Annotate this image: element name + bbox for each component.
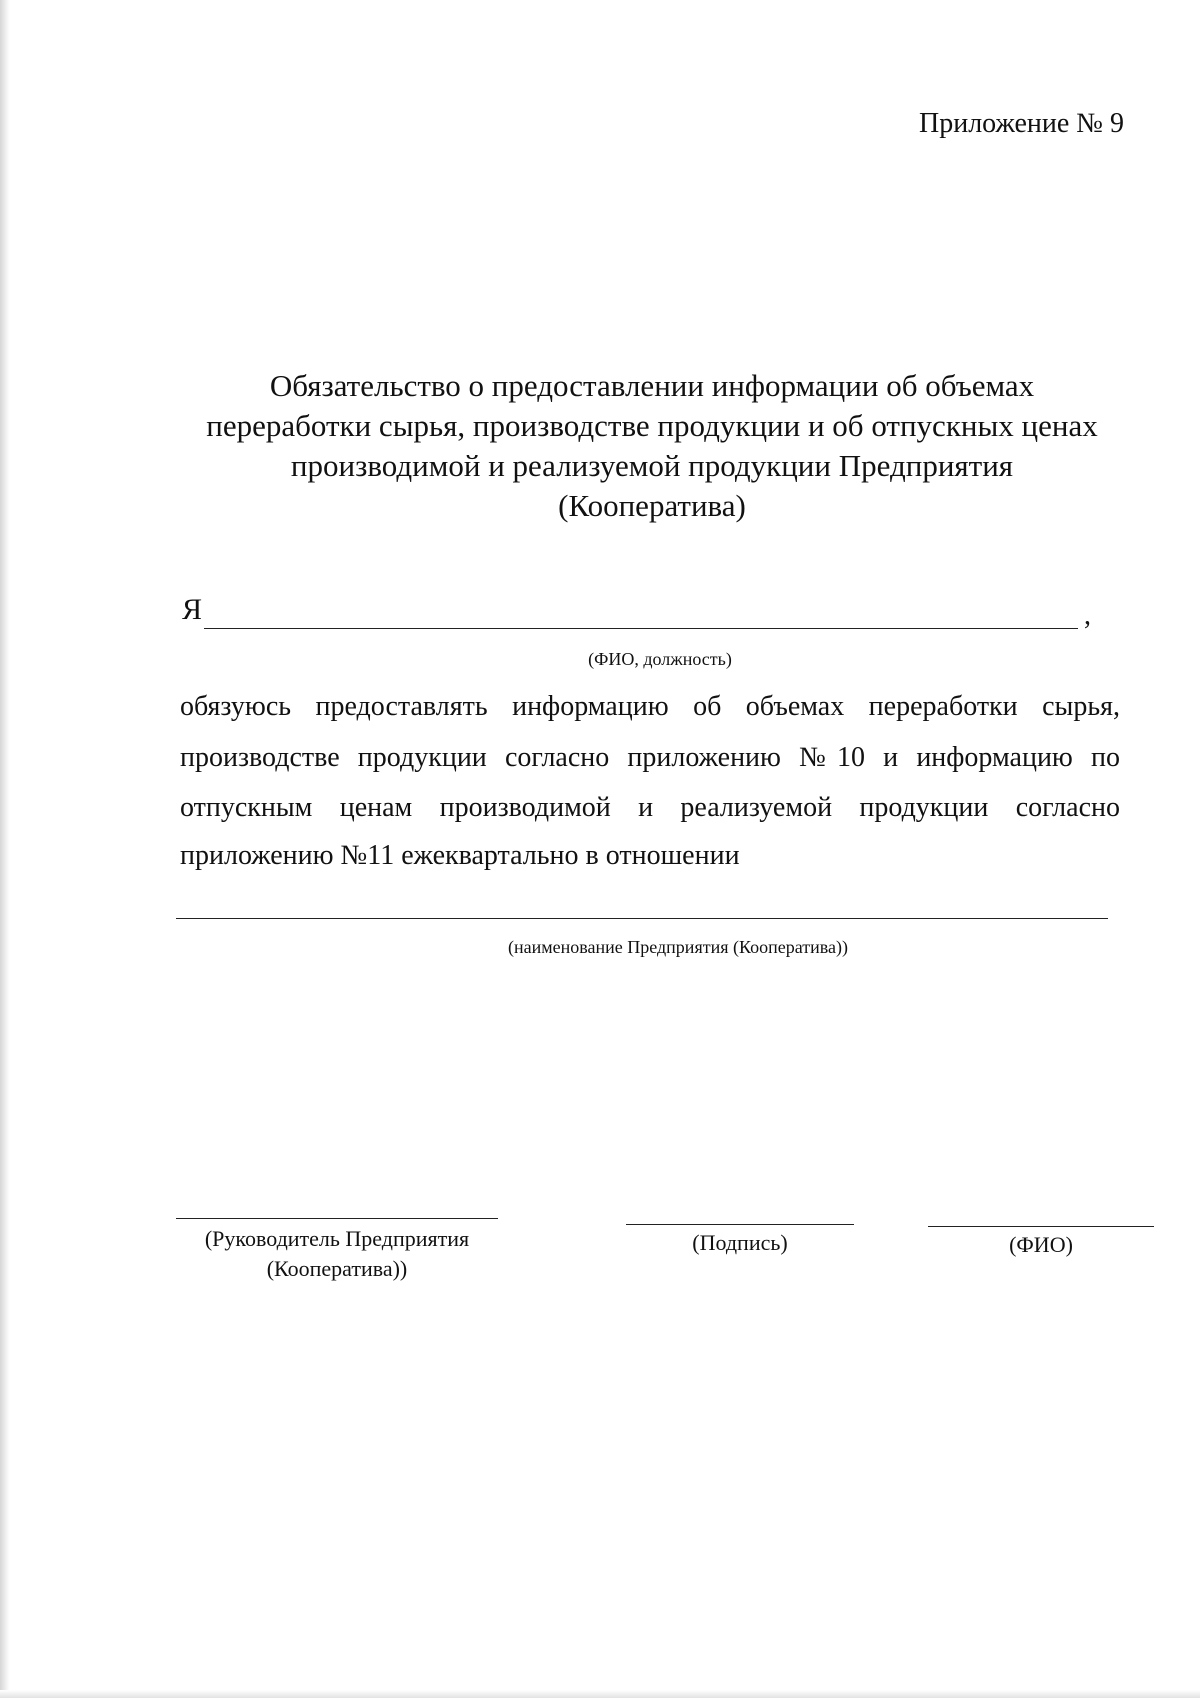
signature-caption: (Подпись) bbox=[692, 1230, 788, 1255]
declarant-row bbox=[182, 592, 1112, 632]
signature-field[interactable] bbox=[626, 1224, 854, 1225]
declarant-pronoun: Я bbox=[182, 593, 203, 626]
scan-bottom-edge bbox=[0, 1690, 1200, 1698]
head-title-caption-line: (Кооператива)) bbox=[266, 1256, 408, 1281]
body-text-line: обязуюсь предоставлять информацию об объемах переработки сырья, bbox=[180, 691, 1120, 722]
body-text-line: отпускным ценам производимой и реализуемой продукции согласно bbox=[180, 792, 1120, 823]
head-title-caption bbox=[176, 1224, 498, 1284]
declarant-name-field[interactable] bbox=[204, 628, 1078, 629]
title-line: переработки сырья, производстве продукции и об отпускных ценах bbox=[206, 408, 1098, 443]
title-line: Обязательство о предоставлении информации об объемах bbox=[269, 368, 1035, 403]
title-line: (Кооператива) bbox=[558, 488, 746, 523]
organization-name-field[interactable] bbox=[176, 918, 1108, 919]
body-text-line: приложению №11 ежеквартально в отношении bbox=[180, 840, 740, 871]
head-title-caption-line: (Руководитель Предприятия bbox=[204, 1226, 470, 1251]
scan-left-edge bbox=[0, 0, 10, 1698]
appendix-number: Приложение № 9 bbox=[919, 108, 1124, 139]
fio-caption: (ФИО) bbox=[1009, 1232, 1073, 1257]
fio-position-hint: (ФИО, должность) bbox=[588, 649, 732, 669]
head-fio-field[interactable] bbox=[928, 1226, 1154, 1227]
document-title bbox=[160, 366, 1144, 526]
organization-name-hint: (наименование Предприятия (Кооператива)) bbox=[508, 937, 848, 957]
head-title-field[interactable] bbox=[176, 1218, 498, 1219]
body-text-line: производстве продукции согласно приложению №10 и информацию по bbox=[180, 742, 1120, 773]
declarant-comma: , bbox=[1084, 600, 1091, 631]
title-line: производимой и реализуемой продукции Предприятия bbox=[290, 448, 1014, 483]
